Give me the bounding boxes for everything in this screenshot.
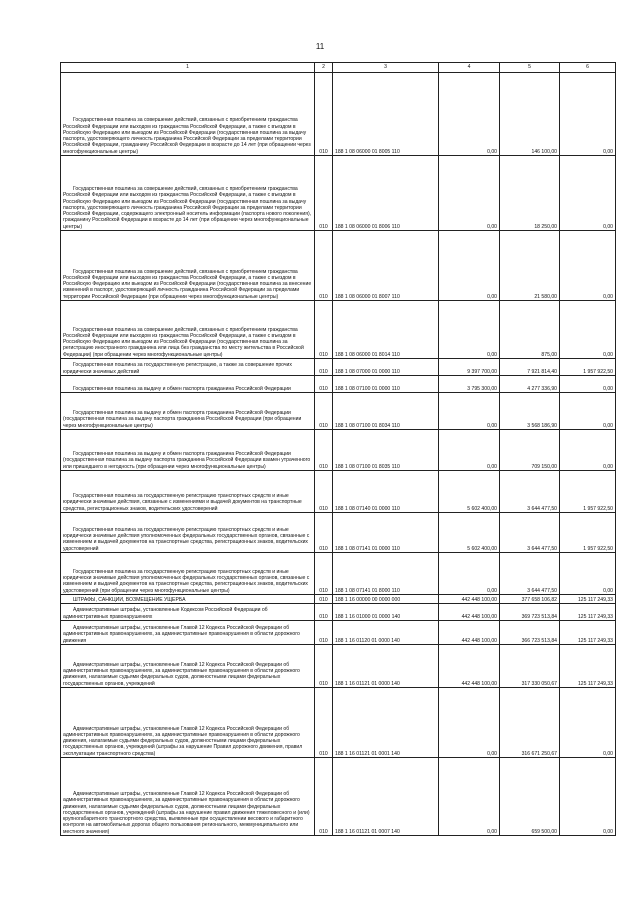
row-code: 010 <box>315 758 333 836</box>
budget-table <box>60 62 616 836</box>
row-c6: 0,00 <box>560 301 616 359</box>
row-c4: 0,00 <box>439 156 500 231</box>
row-c4: 0,00 <box>439 393 500 430</box>
row-code: 010 <box>315 231 333 301</box>
row-c5: 3 644 477,50 <box>500 513 560 553</box>
row-c5: 3 644 477,50 <box>500 471 560 513</box>
column-header: 6 <box>560 63 616 73</box>
row-code: 010 <box>315 513 333 553</box>
row-kbk: 188 1 08 06000 01 8007 110 <box>333 231 439 301</box>
table-row <box>61 553 616 595</box>
row-kbk: 188 1 08 07000 01 0000 110 <box>333 359 439 376</box>
row-code: 010 <box>315 595 333 604</box>
row-name: Государственная пошлина за выдачу и обмен паспорта гражданина Российской Федерации <box>61 376 315 393</box>
row-c4: 0,00 <box>439 553 500 595</box>
row-name: Государственная пошлина за совершение действий, связанных с приобретением гражданства Российской Федерации или выходом из гражданства Российской Федерации, а также с въездом в Российскую Федерацию или выездом из Российской Федерации (государственная пошлина за внесение изменений в паспорт, удостоверяющий личность гражданина Российской Федерации за пределами территории Российской Федерации (при обращении через многофункциональные центры) <box>61 231 315 301</box>
row-c5: 3 644 477,50 <box>500 553 560 595</box>
row-name: Государственная пошлина за совершение действий, связанных с приобретением гражданства Российской Федерации или выходом из гражданства Российской Федерации, а также с въездом в Российскую Федерацию или выездом из Российской Федерации (государственная пошлина за регистрацию иностранного гражданина или лица без гражданства по месту жительства в Российской Федерации) (при обращении через многофункциональные центры) <box>61 301 315 359</box>
row-c5: 146 100,00 <box>500 73 560 156</box>
row-kbk: 188 1 16 01121 01 0000 140 <box>333 645 439 688</box>
table-row <box>61 688 616 758</box>
row-c4: 0,00 <box>439 688 500 758</box>
table-row <box>61 376 616 393</box>
table-row <box>61 645 616 688</box>
row-name: Административные штрафы, установленные Кодексом Российской Федерации об административных правонарушениях <box>61 604 315 621</box>
row-code: 010 <box>315 553 333 595</box>
row-kbk: 188 1 08 07141 01 0000 110 <box>333 513 439 553</box>
row-c5: 317 330 050,67 <box>500 645 560 688</box>
row-kbk: 188 1 08 07100 01 0000 110 <box>333 376 439 393</box>
column-header: 3 <box>333 63 439 73</box>
row-c6: 0,00 <box>560 231 616 301</box>
row-name: Государственная пошлина за совершение действий, связанных с приобретением гражданства Российской Федерации или выходом из гражданства Российской Федерации, а также с въездом в Российскую Федерацию или выездом из Российской Федерации (государственная пошлина за выдачу паспорта, удостоверяющего личность гражданина Российской Федерации за пределами территории Российской Федерации, содержащего электронный носитель информации (паспорта нового поколения), гражданину Российской Федерации в возрасте до 14 лет (при обращении через многофункциональные центры) <box>61 156 315 231</box>
row-kbk: 188 1 08 06000 01 8006 110 <box>333 156 439 231</box>
row-c6: 125 117 249,33 <box>560 645 616 688</box>
row-name: Государственная пошлина за государственную регистрацию транспортных средств и иные юридически значимые действия уполномоченных федеральных государственных органов, связанные с изменением и выдачей документов на транспортные средства, регистрационных знаков, водительских удостоверений <box>61 513 315 553</box>
row-c6: 1 957 922,50 <box>560 513 616 553</box>
table-row <box>61 393 616 430</box>
row-c4: 5 602 400,00 <box>439 513 500 553</box>
row-c4: 0,00 <box>439 301 500 359</box>
row-name: Государственная пошлина за выдачу и обмен паспорта гражданина Российской Федерации (государственная пошлина за выдачу паспорта гражданина Российской Федерации (при обращении через многофункциональные центры) <box>61 393 315 430</box>
column-header: 4 <box>439 63 500 73</box>
row-c6: 0,00 <box>560 688 616 758</box>
row-code: 010 <box>315 621 333 645</box>
table-row <box>61 231 616 301</box>
row-code: 010 <box>315 471 333 513</box>
table-row <box>61 595 616 604</box>
row-name: Государственная пошлина за совершение действий, связанных с приобретением гражданства Российской Федерации или выходом из гражданства Российской Федерации, а также с въездом в Российскую Федерацию или выездом из Российской Федерации (государственная пошлина за выдачу паспорта, удостоверяющего личность гражданина Российской Федерации за пределами территории Российской Федерации, гражданину Российской Федерации в возрасте до 14 лет (при обращении через многофункциональные центры) <box>61 73 315 156</box>
row-code: 010 <box>315 688 333 758</box>
row-kbk: 188 1 08 07140 01 0000 110 <box>333 471 439 513</box>
table-row <box>61 359 616 376</box>
row-c6: 0,00 <box>560 73 616 156</box>
row-c6: 0,00 <box>560 376 616 393</box>
table-row <box>61 73 616 156</box>
row-kbk: 188 1 16 00000 00 0000 000 <box>333 595 439 604</box>
row-code: 010 <box>315 359 333 376</box>
table-row <box>61 513 616 553</box>
row-kbk: 188 1 08 07100 01 8035 110 <box>333 430 439 471</box>
page-number: 11 <box>315 42 325 51</box>
column-header: 1 <box>61 63 315 73</box>
row-c4: 3 795 300,00 <box>439 376 500 393</box>
row-c6: 1 957 922,50 <box>560 471 616 513</box>
column-header: 5 <box>500 63 560 73</box>
row-kbk: 188 1 16 01120 01 0000 140 <box>333 621 439 645</box>
row-name: Государственная пошлина за выдачу и обмен паспорта гражданина Российской Федерации (государственная пошлина за выдачу паспорта гражданина Российской Федерации взамен утраченного или пришедшего в негодность (при обращении через многофункциональные центры) <box>61 430 315 471</box>
row-c6: 1 957 922,50 <box>560 359 616 376</box>
row-c5: 7 921 814,40 <box>500 359 560 376</box>
row-c5: 18 250,00 <box>500 156 560 231</box>
row-code: 010 <box>315 301 333 359</box>
row-c6: 125 117 249,33 <box>560 604 616 621</box>
row-c4: 442 448 100,00 <box>439 595 500 604</box>
row-c6: 125 117 249,33 <box>560 621 616 645</box>
table-row <box>61 471 616 513</box>
row-c5: 3 568 186,90 <box>500 393 560 430</box>
row-c6: 0,00 <box>560 430 616 471</box>
table-row <box>61 621 616 645</box>
table-row <box>61 430 616 471</box>
row-c5: 21 580,00 <box>500 231 560 301</box>
row-c5: 4 277 336,90 <box>500 376 560 393</box>
row-name: Административные штрафы, установленные Главой 12 Кодекса Российской Федерации об административных правонарушениях, за административные правонарушения в области дорожного движения, налагаемые судьями федеральных судов, должностными лицами федеральных государственных органов, учреждений <box>61 645 315 688</box>
row-kbk: 188 1 16 01000 01 0000 140 <box>333 604 439 621</box>
row-code: 010 <box>315 393 333 430</box>
row-code: 010 <box>315 156 333 231</box>
row-name: Административные штрафы, установленные Главой 12 Кодекса Российской Федерации об административных правонарушениях, за административные правонарушения в области дорожного движения <box>61 621 315 645</box>
row-code: 010 <box>315 645 333 688</box>
row-kbk: 188 1 08 07141 01 8000 110 <box>333 553 439 595</box>
row-name: Административные штрафы, установленные Главой 12 Кодекса Российской Федерации об административных правонарушениях, за административные правонарушения в области дорожного движения, налагаемые судьями федеральных судов, должностными лицами федеральных государственных органов, учреждений (штрафы за нарушение правил движения тяжеловесного и (или) крупногабаритного транспортного средства, выявленные при осуществлении весового и габаритного контроля на автомобильных дорогах общего пользования регионального, межмуниципального или местного значения) <box>61 758 315 836</box>
row-c4: 0,00 <box>439 758 500 836</box>
row-c6: 125 117 249,33 <box>560 595 616 604</box>
header-row <box>61 63 616 73</box>
row-c6: 0,00 <box>560 156 616 231</box>
row-c5: 709 150,00 <box>500 430 560 471</box>
row-c4: 442 448 100,00 <box>439 604 500 621</box>
row-code: 010 <box>315 604 333 621</box>
row-name: ШТРАФЫ, САНКЦИИ, ВОЗМЕЩЕНИЕ УЩЕРБА <box>61 595 315 604</box>
row-c5: 659 500,00 <box>500 758 560 836</box>
row-kbk: 188 1 16 01121 01 0007 140 <box>333 758 439 836</box>
row-c4: 442 448 100,00 <box>439 621 500 645</box>
row-name: Государственная пошлина за государственную регистрацию транспортных средств и иные юридически значимые действия уполномоченных федеральных государственных органов, связанные с изменением и выдачей документов на транспортные средства, регистрационных знаков, водительских удостоверений (при обращении через многофункциональные центры) <box>61 553 315 595</box>
row-c4: 5 602 400,00 <box>439 471 500 513</box>
row-name: Административные штрафы, установленные Главой 12 Кодекса Российской Федерации об административных правонарушениях, за административные правонарушения в области дорожного движения, налагаемые судьями федеральных судов, должностными лицами федеральных государственных органов, учреждений (штрафы за нарушение Правил дорожного движения, правил эксплуатации транспортного средства) <box>61 688 315 758</box>
row-c4: 9 397 700,00 <box>439 359 500 376</box>
row-c5: 316 671 250,67 <box>500 688 560 758</box>
column-header: 2 <box>315 63 333 73</box>
row-c6: 0,00 <box>560 553 616 595</box>
row-name: Государственная пошлина за государственную регистрацию, а также за совершение прочих юридически значимых действий <box>61 359 315 376</box>
row-c6: 0,00 <box>560 393 616 430</box>
row-code: 010 <box>315 376 333 393</box>
row-kbk: 188 1 08 07100 01 8034 110 <box>333 393 439 430</box>
row-c4: 442 448 100,00 <box>439 645 500 688</box>
row-kbk: 188 1 16 01121 01 0001 140 <box>333 688 439 758</box>
row-c5: 377 658 106,82 <box>500 595 560 604</box>
row-code: 010 <box>315 430 333 471</box>
row-c4: 0,00 <box>439 73 500 156</box>
row-c4: 0,00 <box>439 430 500 471</box>
row-c5: 369 723 513,84 <box>500 604 560 621</box>
table-row <box>61 301 616 359</box>
row-c5: 875,00 <box>500 301 560 359</box>
row-c6: 0,00 <box>560 758 616 836</box>
row-kbk: 188 1 08 06000 01 8014 110 <box>333 301 439 359</box>
row-kbk: 188 1 08 06000 01 8005 110 <box>333 73 439 156</box>
table-row <box>61 604 616 621</box>
row-c5: 366 723 513,84 <box>500 621 560 645</box>
row-name: Государственная пошлина за государственную регистрацию транспортных средств и иные юридически значимые действия, связанные с изменениями и выдачей документов на транспортные средства, регистрационных знаков, водительских удостоверений <box>61 471 315 513</box>
table-row <box>61 156 616 231</box>
row-c4: 0,00 <box>439 231 500 301</box>
table-row <box>61 758 616 836</box>
row-code: 010 <box>315 73 333 156</box>
